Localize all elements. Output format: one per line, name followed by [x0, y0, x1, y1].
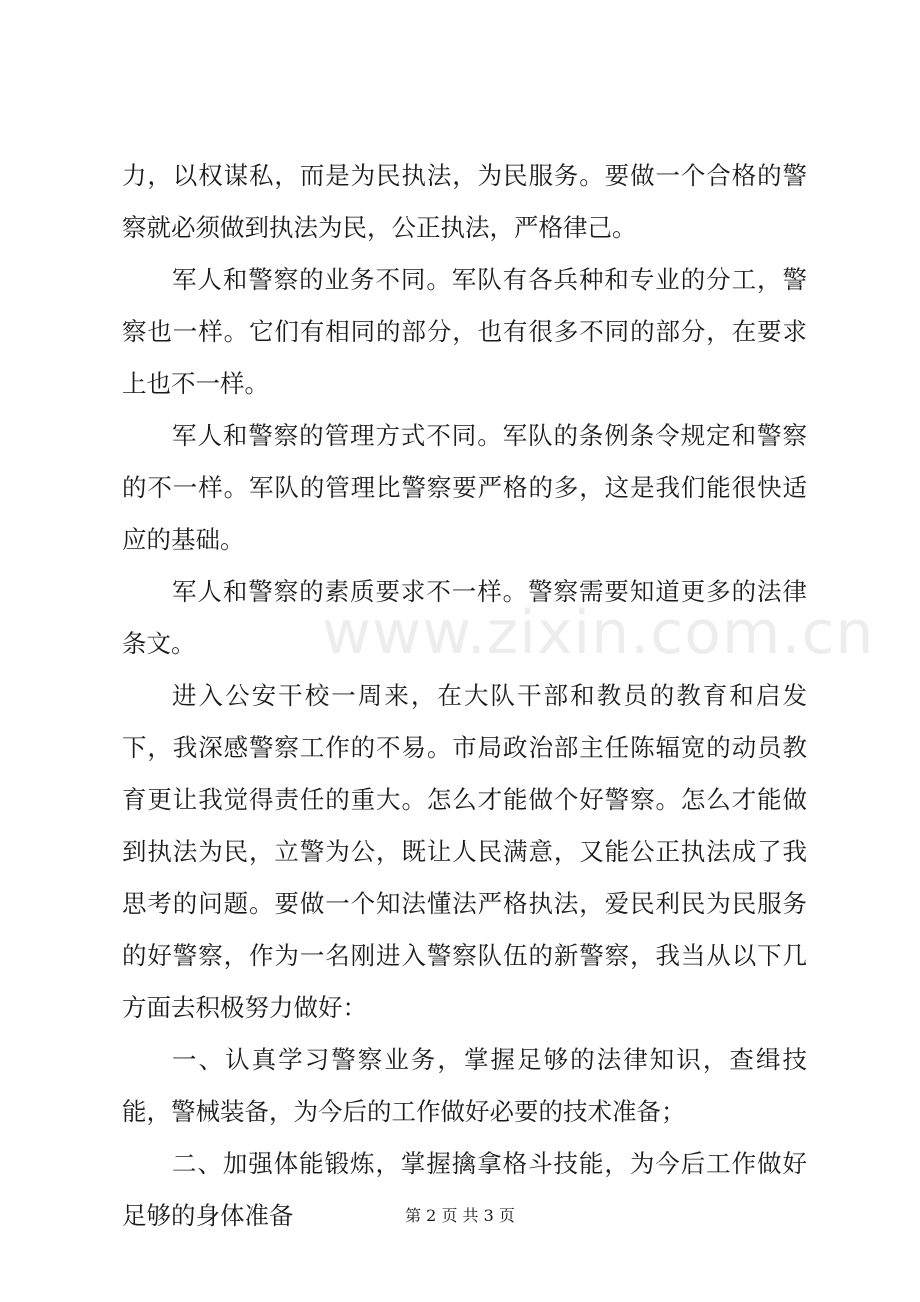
document-body [122, 150, 807, 1242]
watermark: www.zixin.com.cn [322, 598, 875, 668]
paragraph-2: 军人和警察的业务不同。军队有各兵种和专业的分工，警察也一样。它们有相同的部分，也有很多不同的部分，在要求上也不一样。 [122, 265, 807, 398]
paragraph-6: 一、认真学习警察业务，掌握足够的法律知识，查缉技能，警械装备，为今后的工作做好必要的技术准备； [122, 1045, 807, 1126]
paragraph-3: 军人和警察的管理方式不同。军队的条例条令规定和警察的不一样。军队的管理比警察要严格的多，这是我们能很快适应的基础。 [122, 421, 807, 554]
paragraph-7: 二、加强体能锻炼，掌握擒拿格斗技能，为今后工作做好足够的身体准备 [122, 1149, 807, 1230]
paragraph-5: 进入公安干校一周来，在大队干部和教员的教育和启发下，我深感警察工作的不易。市局政治部主任陈辐宽的动员教育更让我觉得责任的重大。怎么才能做个好警察。怎么才能做到执法为民，立警为公，既让人民满意，又能公正执法成了我思考的问题。要做一个知法懂法严格执法，爱民利民为民服务的好警察，作为一名刚进入警察队伍的新警察，我当从以下几方面去积极努力做好： [122, 681, 807, 1022]
paragraph-4: 军人和警察的素质要求不一样。警察需要知道更多的法律条文。 [122, 577, 807, 658]
paragraph-1: 力，以权谋私，而是为民执法，为民服务。要做一个合格的警察就必须做到执法为民，公正执法，严格律己。 [122, 161, 807, 242]
page-number-footer: 第 2 页 共 3 页 [405, 1206, 515, 1225]
